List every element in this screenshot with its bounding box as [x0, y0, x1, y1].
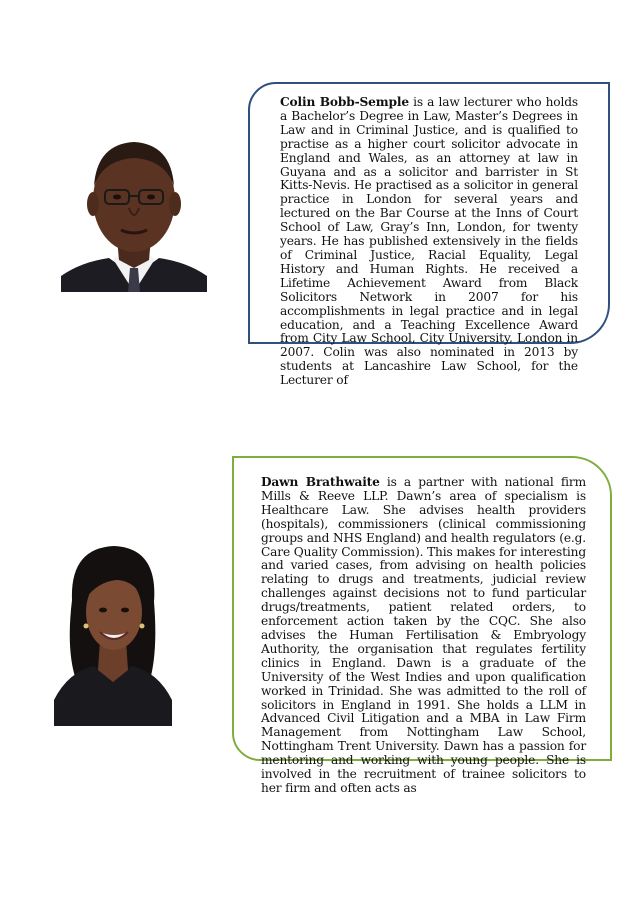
- bio-card-dawn: [232, 456, 612, 795]
- profile-name-colin: Colin Bobb-Semple: [280, 95, 409, 109]
- portrait-photo-dawn: [54, 540, 172, 726]
- bio-text-colin: [280, 96, 578, 388]
- profile-name-dawn: Dawn Brathwaite: [261, 475, 380, 489]
- bio-body-dawn: is a partner with national firm Mills & Reeve LLP. Dawn’s area of specialism is Healthcare Law. She advises health providers (hospitals), commissioners (clinical commissioning groups and NHS England) and health regulators (e.g. Care Quality Commission). This makes for interesting and varied cases, from advising on health policies relating to drugs and treatments, judicial review challenges against decisions not to fund particular drugs/treatments, patient related orders, to enforcement action taken by the CQC. She also advises the Human Fertilisation & Embryology Authority, the organisation that regulates fertility clinics in England. Dawn is a graduate of the University of the West Indies and upon qualification worked in Trinidad. She was admitted to the roll of solicitors in England in 1991. She holds a LLM in Advanced Civil Litigation and a MBA in Law Firm Management from Nottingham Law School, Nottingham Trent University. Dawn has a passion for mentoring and working with young people. She is involved in the recruitment of trainee solicitors to her firm and often acts as: [261, 475, 587, 795]
- portrait-photo-colin: [61, 126, 207, 292]
- bio-card-colin: [248, 82, 610, 388]
- bio-body-colin: is a law lecturer who holds a Bachelor’s Degree in Law, Master’s Degrees in Law and in Criminal Justice, and is qualified to practise as a higher court solicitor advocate in England and Wales, as an attorney at law in Guyana and as a solicitor and barrister in St Kitts-Nevis. He practised as a solicitor in general practice in London for several years and lectured on the Bar Course at the Inns of Court School of Law, Gray’s Inn, London, for twenty years. He has published extensively in the fields of Criminal Justice, Racial Equality, Legal History and Human Rights. He received a Lifetime Achievement Award from Black Solicitors Network in 2007 for his accomplishments in legal practice and in legal education, and a Teaching Excellence Award from City Law School, City University, London in 2007. Colin was also nominated in 2013 by students at Lancashire Law School, for the Lecturer of: [280, 95, 579, 388]
- bio-text-dawn: [261, 476, 586, 796]
